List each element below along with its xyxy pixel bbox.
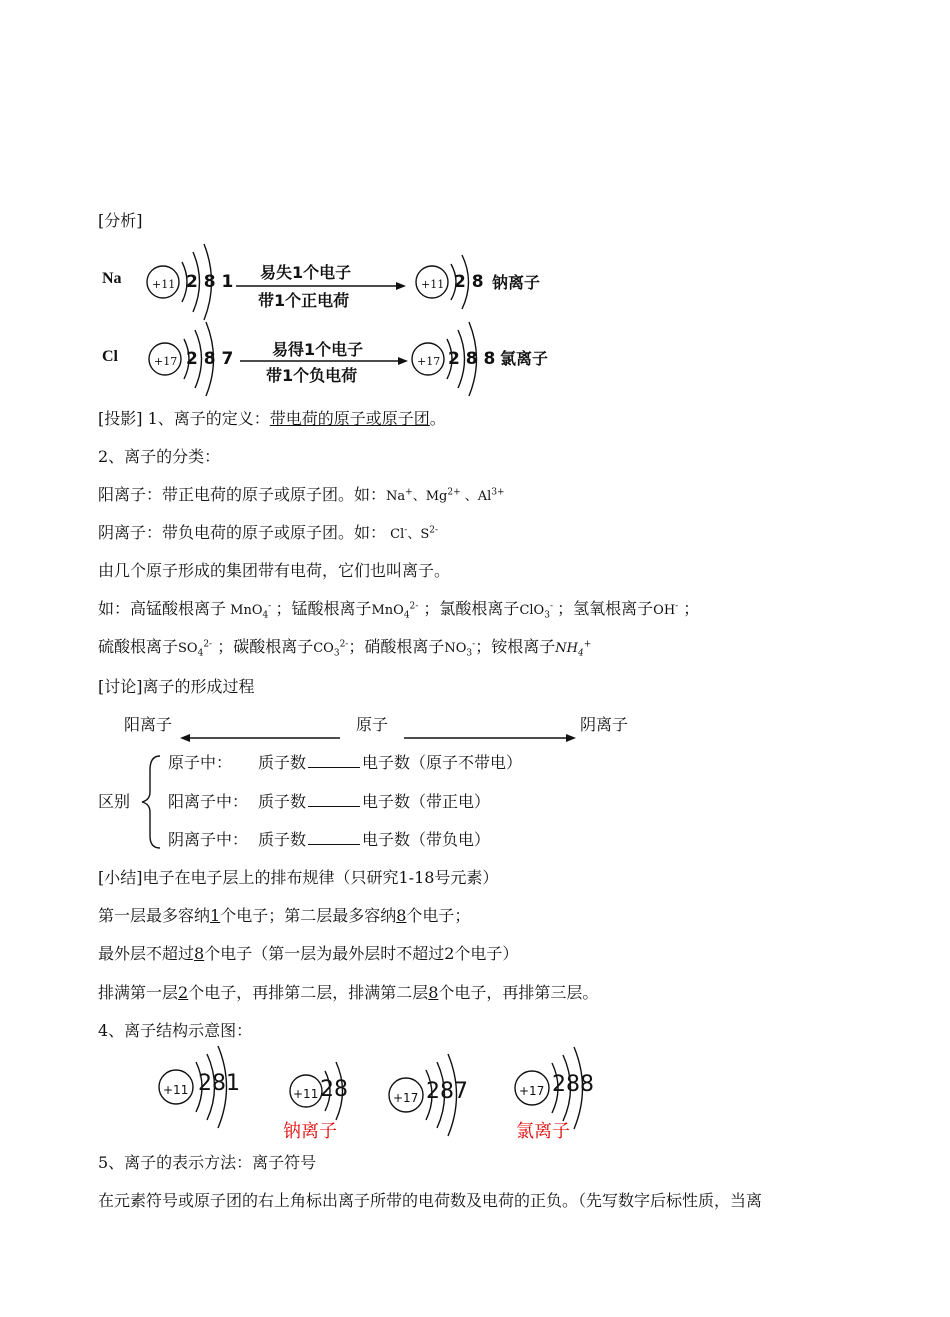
fill-second: 8	[428, 983, 439, 1002]
proton-count-label: 质子数	[258, 830, 307, 849]
row-atom-label: 原子中：	[168, 753, 233, 772]
projection-line	[98, 408, 446, 430]
row-anion-label: 阴离子中：	[168, 830, 249, 849]
carbonate-label: 碳酸根离子	[233, 637, 314, 656]
chlorate-formula: ClO$_3$-	[519, 601, 553, 621]
ammonium-label: 铵根离子	[491, 637, 556, 656]
classification-title: 2、离子的分类：	[98, 447, 221, 466]
na-arrow-bottom: 带1个正电荷	[258, 291, 350, 310]
nitrate-formula: $NO_3^-$	[444, 639, 476, 659]
d2-nucleus: +11	[293, 1087, 319, 1101]
summary-text: 个电子；第二层最多容纳	[220, 906, 397, 925]
cl-ion-nucleus: +17	[417, 355, 441, 368]
cation-text: 阳离子：带正电荷的原子或原子团。如：	[98, 485, 387, 504]
examples-line-1: 如：高锰酸根离子 MnO$_4$- ；锰酸根离子MnO$_4^{2-}$ ；氯酸根离子ClO$_3$- ；氢氧根离子OH- ；	[98, 599, 700, 621]
anion-text: 阴离子：带负电荷的原子或原子团。如：	[98, 523, 387, 542]
electron-count-label: 电子数（带负电）	[362, 830, 491, 849]
hydroxide-label: 氢氧根离子	[573, 599, 654, 618]
anion-examples: Cl-、$S^{2-}$	[386, 525, 438, 542]
d4-nucleus: +17	[519, 1084, 545, 1098]
discussion-anion: 阴离子	[580, 715, 629, 734]
difference-label: 区别	[98, 792, 131, 811]
d2-shells: 28	[320, 1077, 348, 1102]
summary-line-3	[98, 982, 598, 1004]
chlorate-label: 氯酸根离子	[439, 599, 520, 618]
projection-prefix: [投影] 1、离子的定义：	[98, 409, 270, 428]
shell1-max: 1	[210, 906, 221, 925]
d1-nucleus: +11	[163, 1083, 189, 1097]
na-arrow-top: 易失1个电子	[260, 263, 352, 282]
permanganate-formula: MnO$_4$-	[226, 601, 272, 621]
shell2-max: 8	[396, 906, 407, 925]
cation-line	[98, 484, 505, 508]
summary-line-2	[98, 943, 518, 965]
structure-title: 4、离子结构示意图：	[98, 1021, 253, 1040]
na-nucleus: +11	[152, 278, 176, 291]
examples-line-2: 硫酸根离子$SO_4^{2-}$ ；碳酸根离子$CO_3^{2-}$；硝酸根离子$NO_3^-$；铵根离子$NH_4^+$	[98, 637, 592, 659]
ammonium-formula: $NH_4^+$	[555, 639, 592, 659]
examples-prefix: 如：	[98, 599, 131, 618]
summary-text: 第一层最多容纳	[98, 906, 211, 925]
group-text: 由几个原子形成的集团带有电荷，它们也叫离子。	[98, 561, 451, 580]
notation-title: 5、离子的表示方法：离子符号	[98, 1153, 317, 1172]
cl-ion-shells: 2 8 8	[448, 349, 496, 369]
answer-blank[interactable]	[308, 792, 360, 807]
d2-name: 钠离子	[283, 1121, 337, 1142]
electron-count-label: 电子数（原子不带电）	[362, 753, 523, 772]
cation-examples: Na+、$Mg^{2+}$ 、$Al^{3+}$	[386, 487, 505, 504]
summary-text: 个电子（第一层为最外层时不超过2个电子）	[204, 944, 519, 963]
ion-definition: 带电荷的原子或原子团	[269, 409, 430, 428]
na-symbol: Na	[102, 270, 122, 287]
anion-line	[98, 522, 438, 546]
discussion-heading: [讨论]离子的形成过程	[98, 677, 255, 696]
hydroxide-formula: OH-	[653, 601, 679, 618]
cl-nucleus: +17	[154, 355, 178, 368]
na-ion-nucleus: +11	[421, 278, 445, 291]
manganate-label: 锰酸根离子	[291, 599, 372, 618]
sulfate-label: 硫酸根离子	[98, 637, 179, 656]
difference-row	[168, 752, 522, 774]
discussion-cation: 阳离子	[124, 715, 173, 734]
cl-arrow-bottom: 带1个负电荷	[266, 366, 358, 385]
summary-text: 排满第一层	[98, 983, 179, 1002]
d1-shells: 281	[198, 1071, 240, 1096]
summary-text: 个电子，再排第二层，排满第二层	[188, 983, 429, 1002]
summary-line-1	[98, 905, 470, 927]
cl-arrow-top: 易得1个电子	[272, 340, 364, 359]
summary-heading: [小结]电子在电子层上的排布规律（只研究1-18号元素）	[98, 868, 499, 887]
manganate-formula: MnO$_4^{2-}$	[371, 601, 419, 621]
carbonate-formula: $CO_3^{2-}$	[313, 639, 349, 659]
electron-count-label: 电子数（带正电）	[362, 792, 491, 811]
proton-count-label: 质子数	[258, 753, 307, 772]
summary-text: 个电子，再排第三层。	[438, 983, 599, 1002]
answer-blank[interactable]	[308, 830, 360, 845]
d4-shells: 288	[552, 1072, 594, 1097]
summary-text: 个电子；	[406, 906, 471, 925]
difference-row	[168, 829, 490, 851]
permanganate-label: 高锰酸根离子	[130, 599, 227, 618]
na-ion-shells: 2 8	[454, 272, 484, 292]
answer-blank[interactable]	[308, 753, 360, 768]
sulfate-formula: $SO_4^{2-}$	[178, 639, 213, 659]
d3-shells: 287	[426, 1079, 468, 1104]
outer-max: 8	[194, 944, 205, 963]
cl-symbol: Cl	[102, 348, 118, 365]
cl-ion-name: 氯离子	[500, 349, 549, 368]
na-shells: 2 8 1	[186, 272, 234, 292]
na-ion-name: 钠离子	[492, 273, 541, 292]
analysis-heading: [分析]	[98, 211, 143, 230]
d4-name: 氯离子	[516, 1121, 570, 1142]
fill-first: 2	[178, 983, 189, 1002]
row-cation-label: 阳离子中：	[168, 792, 249, 811]
summary-text: 最外层不超过	[98, 944, 195, 963]
cl-shells: 2 8 7	[186, 349, 234, 369]
difference-row	[168, 791, 490, 813]
projection-suffix: 。	[429, 409, 446, 428]
discussion-atom: 原子	[356, 715, 389, 734]
proton-count-label: 质子数	[258, 792, 307, 811]
nitrate-label: 硝酸根离子	[364, 637, 445, 656]
notation-text: 在元素符号或原子团的右上角标出离子所带的电荷数及电荷的正负。（先写数字后标性质，当离	[98, 1191, 763, 1210]
d3-nucleus: +17	[393, 1091, 419, 1105]
